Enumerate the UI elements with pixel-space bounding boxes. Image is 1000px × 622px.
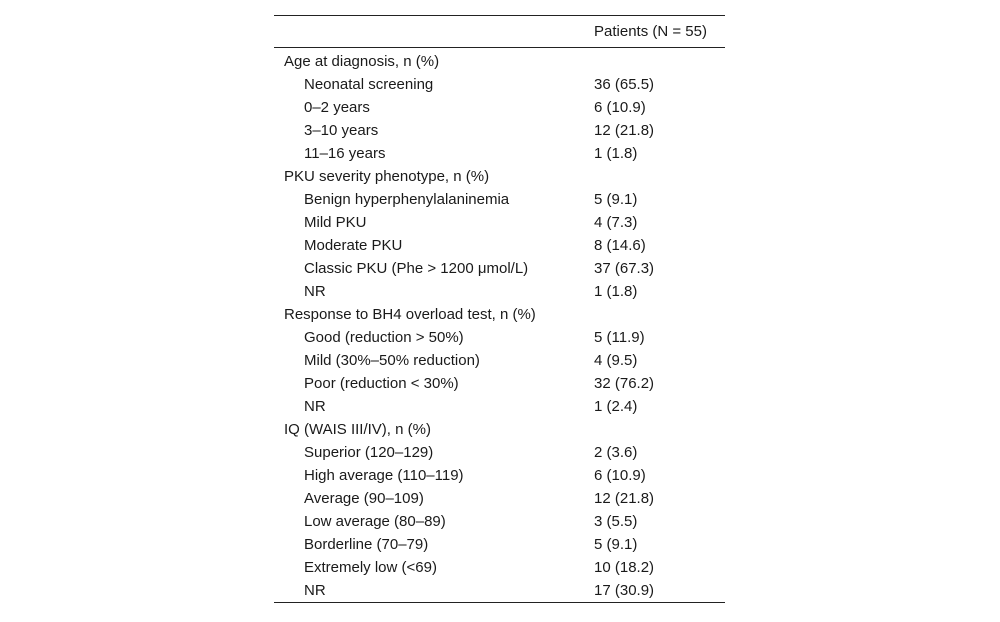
row-label: Moderate PKU [304,237,403,254]
row-label: 11–16 years [304,145,386,162]
row-value: 3 (5.5) [594,513,638,530]
row-value: 5 (11.9) [594,329,645,346]
row-label: Extremely low (<69) [304,559,437,576]
row-value: 32 (76.2) [594,375,655,392]
row-label: Benign hyperphenylalaninemia [304,191,510,208]
section-header-row [274,303,725,326]
table-row [274,510,725,533]
section-header-row [274,165,725,188]
table-row [274,280,725,303]
section-title: PKU severity phenotype, n (%) [284,168,490,185]
table-row [274,533,725,556]
row-label: Superior (120–129) [304,444,434,461]
row-value: 36 (65.5) [594,76,655,93]
row-label: NR [304,398,326,415]
table-row [274,257,725,280]
row-label: High average (110–119) [304,467,464,484]
table-body [274,48,725,603]
table-row [274,395,725,418]
row-value: 6 (10.9) [594,467,646,484]
row-value: 10 (18.2) [594,559,655,576]
section-value-empty [594,165,725,188]
section-value-empty [594,48,725,74]
row-value: 5 (9.1) [594,191,638,208]
section-header-row [274,48,725,74]
header-label-cell [274,16,594,48]
table-row [274,372,725,395]
row-value: 12 (21.8) [594,122,655,139]
table-row [274,211,725,234]
table-row [274,487,725,510]
row-value: 17 (30.9) [594,582,655,599]
section-title: IQ (WAIS III/IV), n (%) [284,421,431,438]
table-row [274,349,725,372]
row-value: 1 (2.4) [594,398,638,415]
section-value-empty [594,418,725,441]
table-row [274,579,725,603]
table-row [274,73,725,96]
section-title: Age at diagnosis, n (%) [284,53,440,70]
row-value: 6 (10.9) [594,99,646,116]
header-patients-cell: Patients (N = 55) [594,23,707,40]
table-row [274,188,725,211]
table-header-row [274,16,725,48]
row-value: 1 (1.8) [594,145,638,162]
row-value: 12 (21.8) [594,490,655,507]
section-header-row [274,418,725,441]
table-row [274,119,725,142]
row-value: 5 (9.1) [594,536,638,553]
table-row [274,464,725,487]
row-value: 2 (3.6) [594,444,638,461]
row-value: 4 (9.5) [594,352,638,369]
section-value-empty [594,303,725,326]
row-value: 8 (14.6) [594,237,646,254]
row-label: 0–2 years [304,99,370,116]
row-label: Mild PKU [304,214,367,231]
row-label: NR [304,283,326,300]
row-label: Mild (30%–50% reduction) [304,352,480,369]
row-value: 4 (7.3) [594,214,638,231]
table-row [274,96,725,119]
table-row [274,326,725,349]
row-label: Neonatal screening [304,76,434,93]
row-value: 37 (67.3) [594,260,655,277]
row-label: Poor (reduction < 30%) [304,375,459,392]
row-label: Borderline (70–79) [304,536,429,553]
row-label: Low average (80–89) [304,513,446,530]
row-label: NR [304,582,326,599]
row-value: 1 (1.8) [594,283,638,300]
table-row [274,441,725,464]
table-row [274,234,725,257]
patient-characteristics-table [274,15,725,603]
row-label: Good (reduction > 50%) [304,329,464,346]
row-label: Classic PKU (Phe > 1200 μmol/L) [304,260,529,277]
row-label: Average (90–109) [304,490,424,507]
section-title: Response to BH4 overload test, n (%) [284,306,536,323]
patient-characteristics-table-container [274,15,725,603]
row-label: 3–10 years [304,122,379,139]
table-row [274,142,725,165]
table-row [274,556,725,579]
